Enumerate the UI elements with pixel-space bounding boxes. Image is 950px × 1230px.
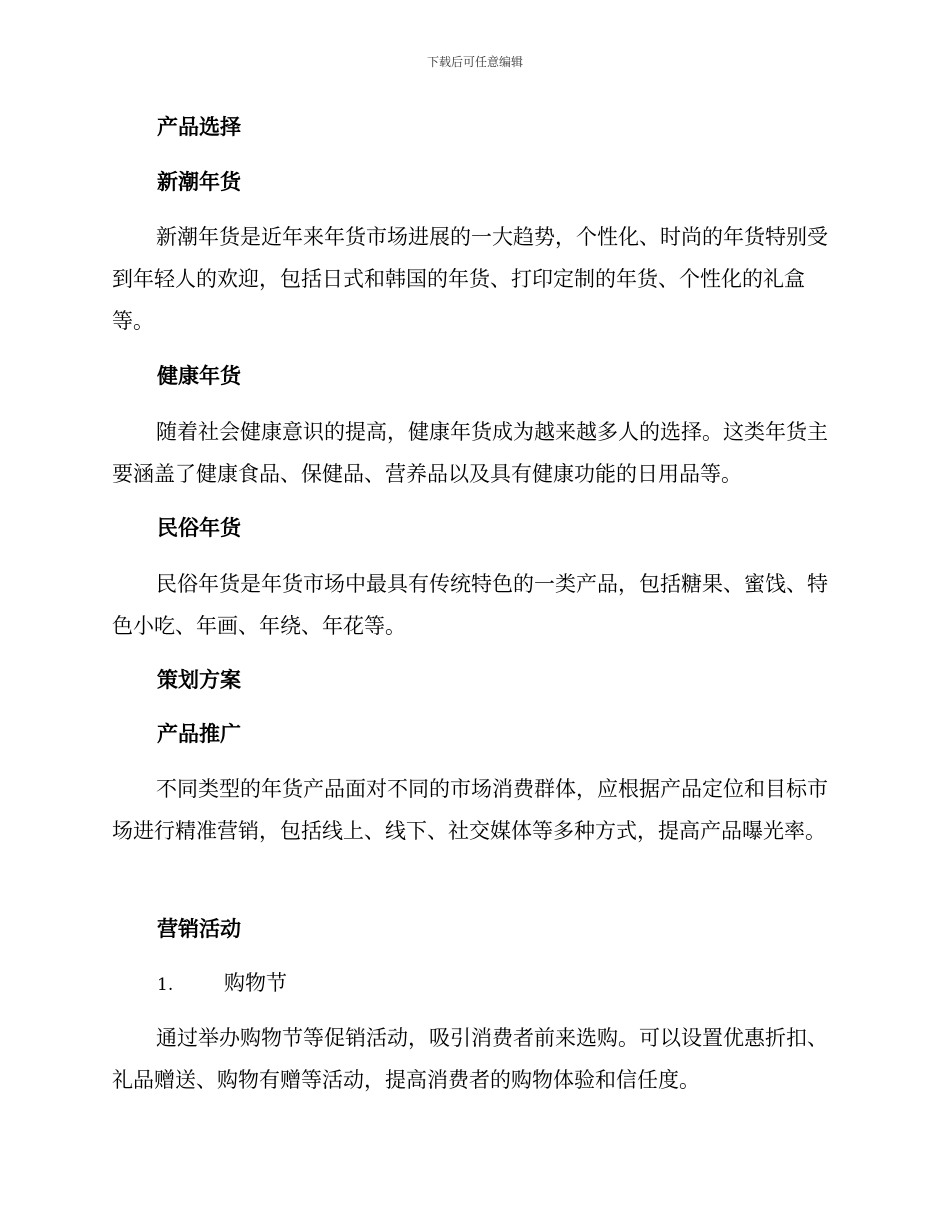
paragraph-promotion: 不同类型的年货产品面对不同的市场消费群体，应根据产品定位和目标市场进行精准营销，包括线上、线下、社交媒体等多种方式，提高产品曝光率。 xyxy=(112,777,828,843)
heading-healthy-goods: 健康年货 xyxy=(157,364,241,388)
heading-plan: 策划方案 xyxy=(157,668,241,692)
paragraph-shopping-festival: 通过举办购物节等促销活动，吸引消费者前来选购。可以设置优惠折扣、礼品赠送、购物有赠等活动，提高消费者的购物体验和信任度。 xyxy=(112,1026,828,1092)
heading-product-selection: 产品选择 xyxy=(157,115,241,139)
paragraph-trendy-goods: 新潮年货是近年来年货市场进展的一大趋势，个性化、时尚的年货特别受到年轻人的欢迎，包括日式和韩国的年货、打印定制的年货、个性化的礼盒等。 xyxy=(112,225,828,333)
heading-promotion: 产品推广 xyxy=(157,722,241,746)
list-item-number: 1. xyxy=(157,975,174,995)
heading-trendy-goods: 新潮年货 xyxy=(157,170,241,194)
heading-folk-goods: 民俗年货 xyxy=(157,516,241,540)
paragraph-healthy-goods: 随着社会健康意识的提高，健康年货成为越来越多人的选择。这类年货主要涵盖了健康食品、保健品、营养品以及具有健康功能的日用品等。 xyxy=(112,420,828,486)
paragraph-folk-goods: 民俗年货是年货市场中最具有传统特色的一类产品，包括糖果、蜜饯、特色小吃、年画、年绕、年花等。 xyxy=(112,572,828,638)
list-item-label: 购物节 xyxy=(224,971,287,995)
page-header: 下载后可任意编辑 xyxy=(426,55,523,69)
heading-marketing: 营销活动 xyxy=(157,917,241,941)
